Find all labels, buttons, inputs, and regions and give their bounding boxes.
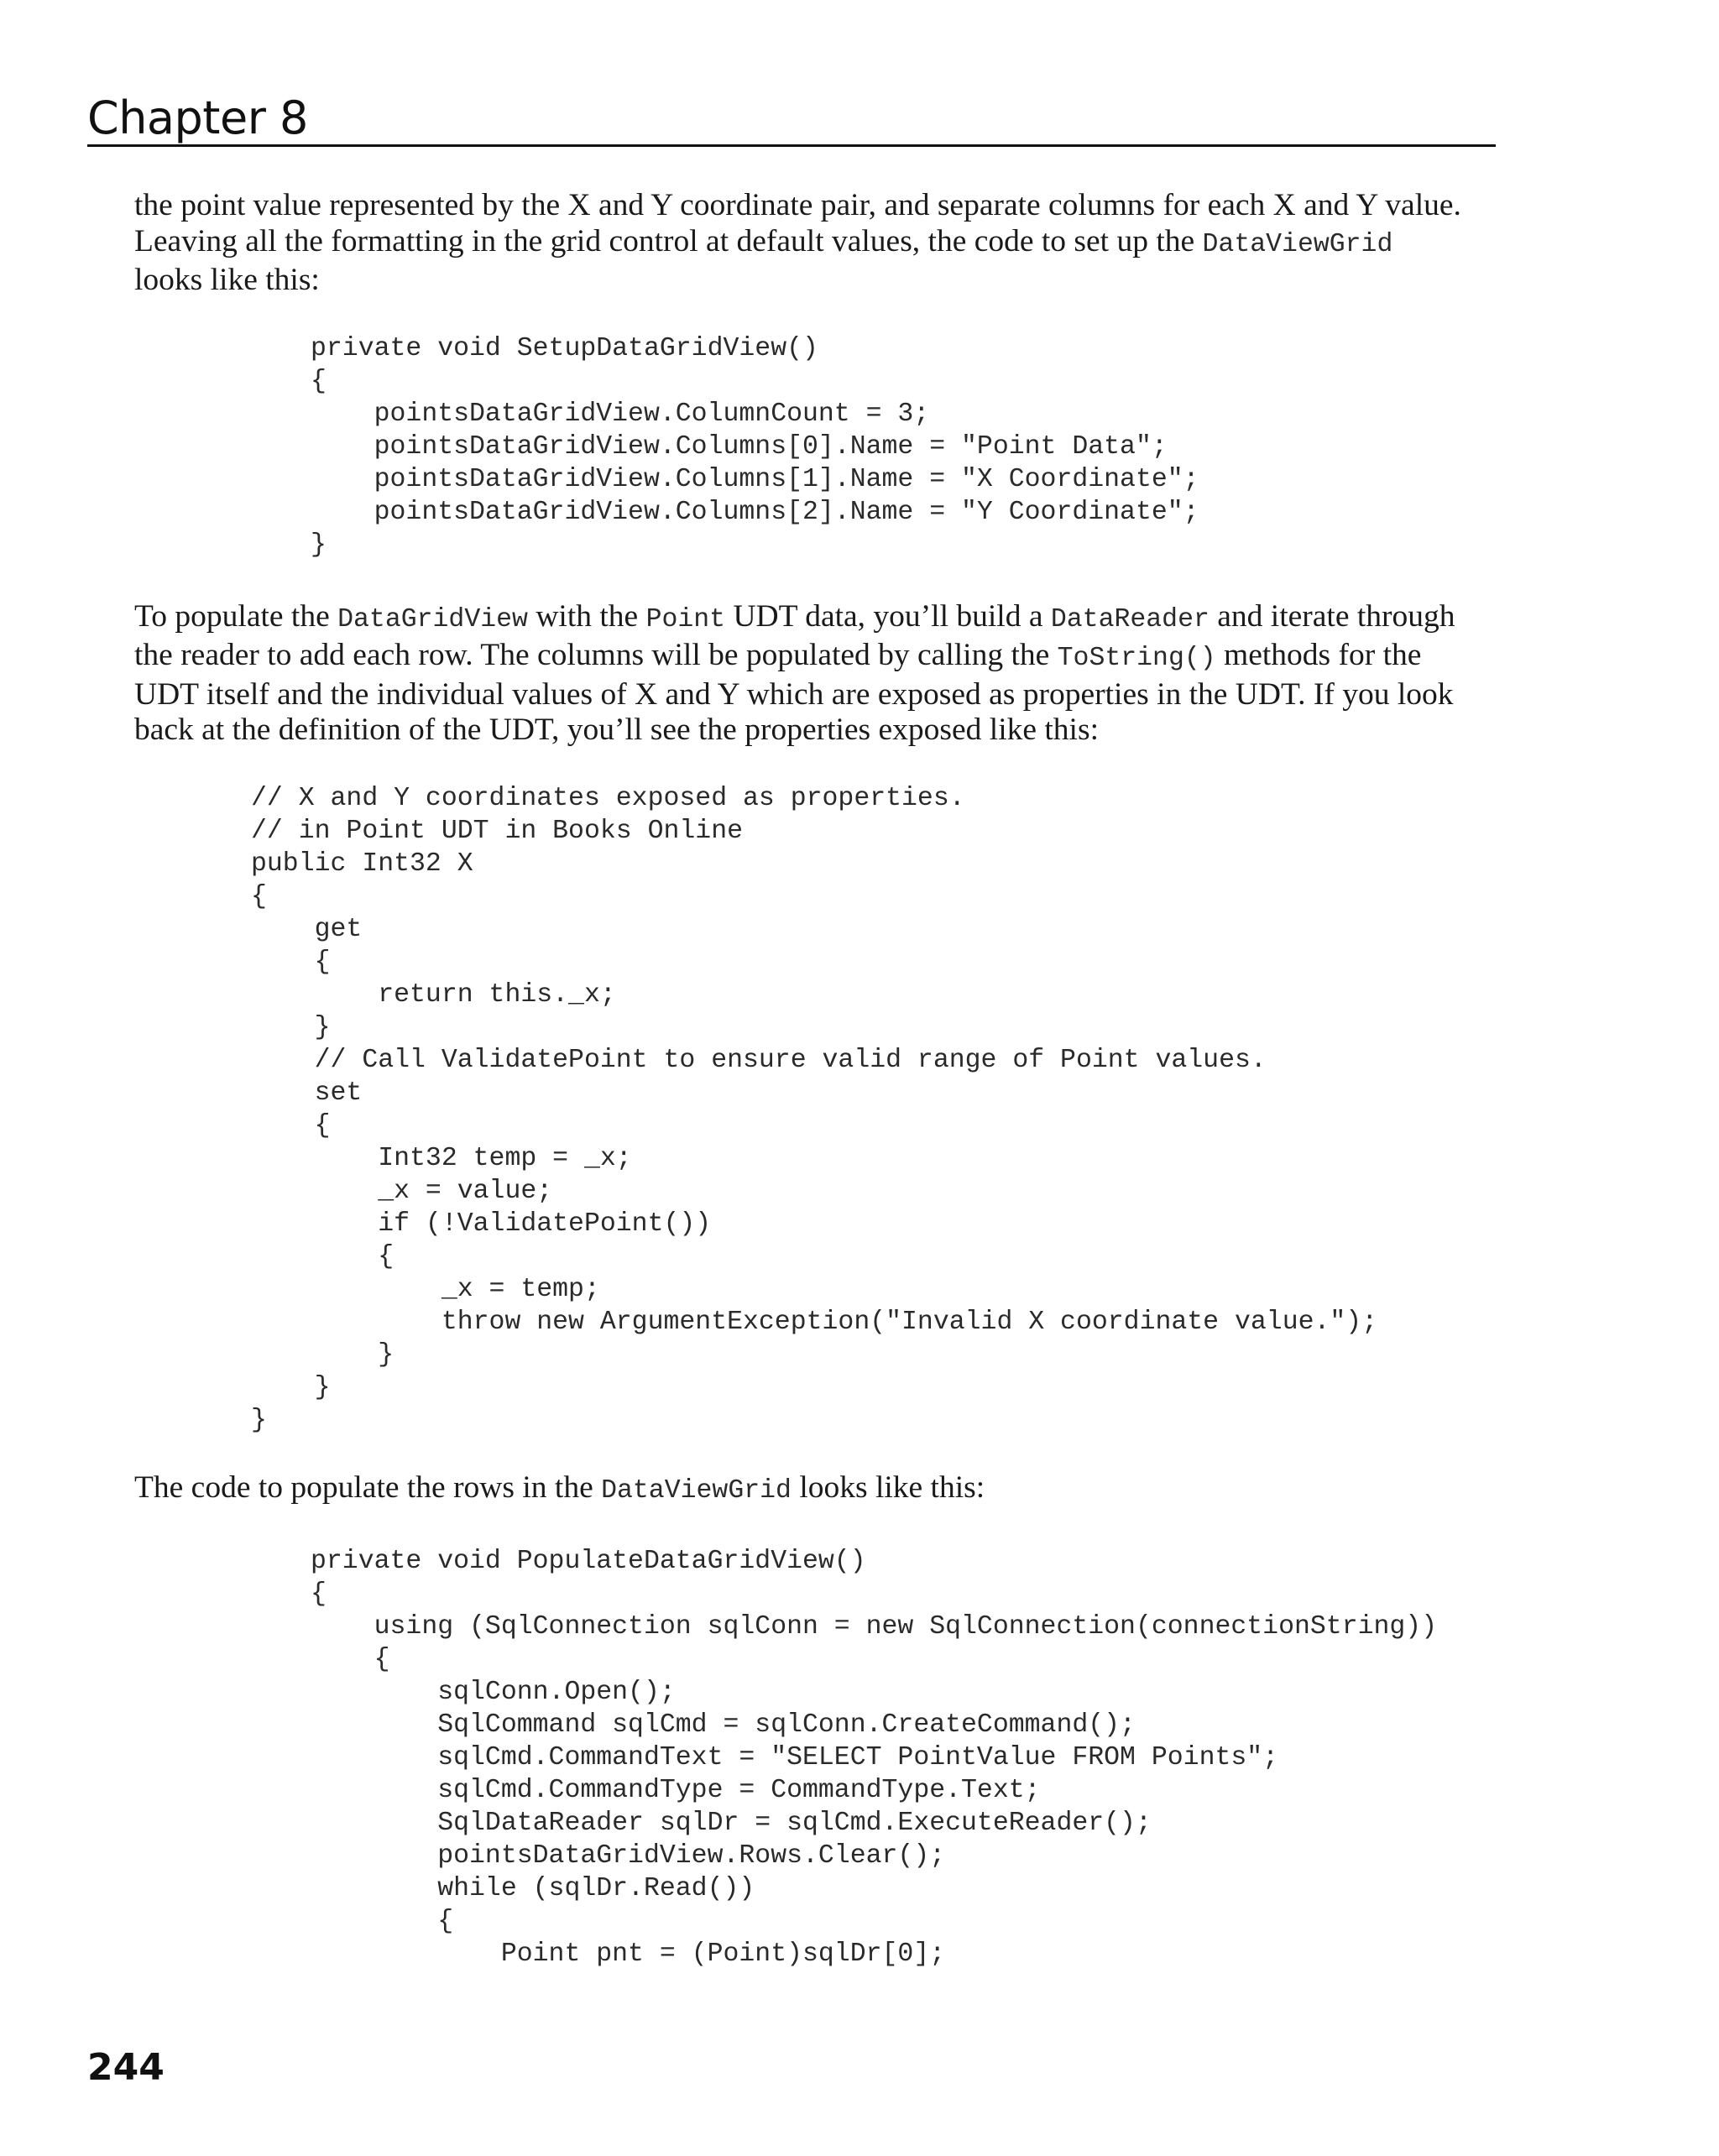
code-line: Point pnt = (Point)sqlDr[0]; (311, 1939, 946, 1969)
paragraph-line (134, 188, 1511, 224)
text-run: the point value represented by the X and Y coordinate pair, and separate columns for each X and Y value. (134, 188, 1461, 222)
paragraph-line (134, 638, 1511, 677)
code-line: private void SetupDataGridView() (311, 333, 818, 363)
code-line: // Call ValidatePoint to ensure valid range of Point values. (251, 1045, 1267, 1075)
text-run: looks like this: (134, 263, 320, 297)
code-line: { (311, 1907, 454, 1936)
code-line: if (!ValidatePoint()) (251, 1209, 712, 1239)
code-line: SqlDataReader sqlDr = sqlCmd.ExecuteReader(); (311, 1809, 1152, 1838)
code-line: } (251, 1339, 394, 1370)
body-paragraph-2 (134, 599, 1511, 749)
text-run: Leaving all the formatting in the grid control at default values, the code to set up the (134, 223, 1203, 258)
code-line: get (251, 914, 363, 944)
code-line: { (251, 947, 331, 977)
text-run: UDT itself and the individual values of X and Y which are exposed as properties in the UDT. If you look (134, 676, 1454, 712)
code-line: { (251, 881, 267, 911)
code-line: pointsDataGridView.Columns[1].Name = "X Coordinate"; (311, 464, 1199, 494)
code-line: public Int32 X (251, 848, 473, 879)
code-line: SqlCommand sqlCmd = sqlConn.CreateCommand(); (311, 1710, 1136, 1740)
code-line: { (311, 1645, 390, 1674)
code-line: } (251, 1372, 331, 1402)
code-line: Int32 temp = _x; (251, 1143, 632, 1173)
code-line: // X and Y coordinates exposed as properties. (251, 783, 965, 813)
inline-code: DataViewGrid (601, 1475, 792, 1506)
body-paragraph-3 (134, 1470, 1511, 1510)
paragraph-line (134, 599, 1511, 639)
code-line: set (251, 1078, 363, 1108)
code-line: return this._x; (251, 979, 616, 1010)
paragraph-line (134, 263, 1511, 299)
code-line: { (251, 1110, 331, 1141)
text-run: the reader to add each row. The columns will be populated by calling the (134, 638, 1058, 672)
code-line: while (sqlDr.Read()) (311, 1874, 755, 1903)
inline-code: ToString() (1057, 644, 1216, 673)
text-run: with the (527, 598, 646, 634)
paragraph-line (134, 1470, 1511, 1510)
code-line: using (SqlConnection sqlConn = new SqlConnection(connectionString)) (311, 1612, 1438, 1642)
code-line: sqlCmd.CommandText = "SELECT PointValue FROM Points"; (311, 1743, 1279, 1772)
code-line: { (251, 1241, 394, 1271)
code-line: throw new ArgumentException("Invalid X coordinate value."); (251, 1307, 1378, 1337)
code-block-setup-grid (311, 332, 1511, 561)
paragraph-line (134, 677, 1511, 713)
paragraph-line (134, 713, 1511, 749)
text-run: To populate the (134, 598, 338, 634)
code-line: // in Point UDT in Books Online (251, 816, 743, 846)
code-line: pointsDataGridView.Rows.Clear(); (311, 1841, 946, 1871)
code-line: { (311, 366, 327, 396)
code-line: pointsDataGridView.ColumnCount = 3; (311, 399, 930, 429)
page-number: 244 (87, 2046, 165, 2089)
text-run: looks like this: (791, 1470, 985, 1505)
inline-code: Point (645, 604, 726, 634)
page-header (87, 84, 1496, 147)
text-run: UDT data, you’ll build a (725, 598, 1051, 634)
chapter-title: Chapter 8 (87, 91, 308, 144)
code-line: } (311, 530, 327, 560)
code-line: } (251, 1012, 331, 1042)
code-line: pointsDataGridView.Columns[0].Name = "Point Data"; (311, 431, 1168, 462)
text-run: methods for the (1215, 638, 1422, 672)
code-line: _x = value; (251, 1176, 553, 1206)
inline-code: DataGridView (337, 604, 528, 634)
code-line: { (311, 1579, 327, 1609)
code-block-populate-grid (311, 1545, 1511, 1971)
code-block-udt-property (251, 782, 1511, 1437)
code-line: sqlConn.Open(); (311, 1678, 676, 1707)
page-content (134, 188, 1511, 1971)
code-line: sqlCmd.CommandType = CommandType.Text; (311, 1776, 1041, 1805)
code-line: pointsDataGridView.Columns[2].Name = "Y Coordinate"; (311, 497, 1199, 527)
text-run: The code to populate the rows in the (134, 1470, 602, 1505)
text-run: back at the definition of the UDT, you’ll see the properties exposed like this: (134, 713, 1099, 747)
inline-code: DataViewGrid (1202, 229, 1393, 259)
code-line: private void PopulateDataGridView() (311, 1547, 866, 1576)
code-line: } (251, 1405, 267, 1435)
code-line: _x = temp; (251, 1274, 600, 1304)
inline-code: DataReader (1050, 604, 1210, 634)
text-run: and iterate through (1209, 598, 1455, 634)
body-paragraph-1 (134, 188, 1511, 299)
paragraph-line (134, 224, 1511, 264)
